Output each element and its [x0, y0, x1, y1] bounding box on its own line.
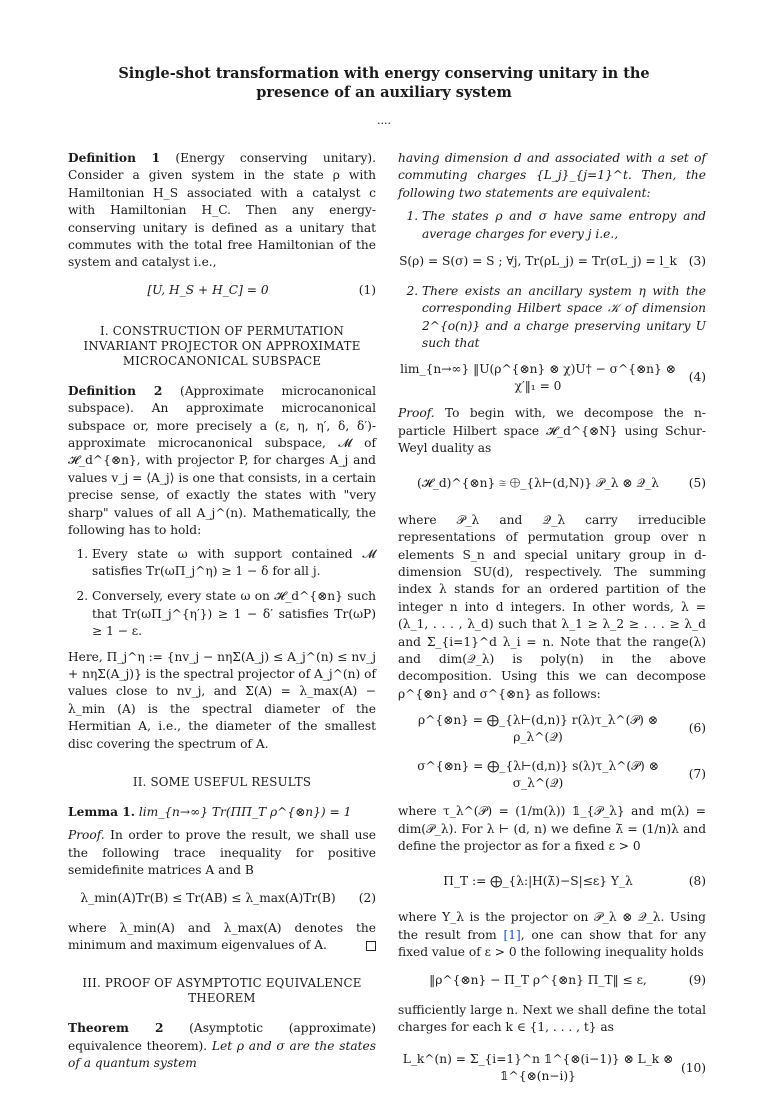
equation-7-expr: σ^{⊗n} = ⨁_{λ⊢(d,n)} s(λ)τ_λ^(𝒫) ⊗ σ_λ^(𝒬) [417, 758, 659, 791]
theorem-2-body: Let ρ and σ are the states of a quantum system [68, 1038, 376, 1071]
equation-8-expr: Π_T := ⨁_{λ:|H(λ̄)−S|≤ε} Y_λ [443, 873, 633, 888]
theorem-2-continued: having dimension d and associated with a set of commuting charges {L_j}_{j=1}^t. Then, the following two statements are equivalent: [398, 151, 706, 200]
paper-authors: .... [377, 114, 391, 127]
equation-4-number: (4) [688, 370, 706, 385]
definition-2-conditions [68, 546, 376, 641]
schur-weyl-text: where 𝒫_λ and 𝒬_λ carry irreducible representations of permutation group over n elements S_n and special unitary group in d-dimension SU(d), respectively. The summing index λ stands for an ordered partition of the integer n into d integers. In other words, λ = (λ_1, . . . , λ_d) such that λ_1 ≥ λ_2 ≥ . . . ≥ λ_d and Σ_{i=1}^d λ_i = n. Note that the range(λ) and dim(𝒬_λ) is poly(n) in the above decomposition. Using this we can decompose ρ^{⊗n} and σ^{⊗n} as follows: [398, 512, 706, 701]
equation-4-expr: lim_{n→∞} ‖U(ρ^{⊗n} ⊗ χ)U† − σ^{⊗n} ⊗ χ′‖₁ = 0 [400, 361, 676, 394]
equation-8 [398, 863, 706, 899]
lemma-proof [68, 827, 376, 879]
theorem-2 [68, 1020, 376, 1072]
theorem-proof [398, 405, 706, 457]
lemma-1-label: Lemma 1. [68, 804, 135, 819]
right-column [398, 150, 706, 1102]
equation-3-number: (3) [688, 254, 706, 269]
equation-2 [68, 888, 376, 910]
equation-10-expr: L_k^(n) = Σ_{i=1}^n 𝟙^{⊗(i−1)} ⊗ L_k ⊗ 𝟙^{⊗(n−i)} [402, 1052, 674, 1084]
eigenvalue-text [68, 920, 376, 955]
lemma-proof-body: In order to prove the result, we shall use the following trace inequality for positive semidefinite matrices A and B [68, 828, 376, 878]
definition-2-label: Definition 2 [68, 383, 163, 398]
paper-title: Single-shot transformation with energy conserving unitary in the presence of an auxiliary system [118, 65, 650, 101]
equation-9 [398, 970, 706, 992]
projector-text [398, 909, 706, 961]
equation-7 [398, 757, 706, 793]
equation-5 [398, 466, 706, 502]
statement-2: 2. There exists an ancillary system η with the corresponding Hilbert space 𝒦 of dimension 2^{o(n)} and a charge preserving unitary U such that [422, 283, 706, 353]
equation-7-number: (7) [688, 767, 706, 782]
theorem-2-name: (Asymptotic (approximate) equivalence theorem). [68, 1021, 376, 1053]
equation-3-expr: S(ρ) = S(σ) = S ; ∀j, Tr(ρL_j) = Tr(σL_j) = l_k [399, 254, 677, 269]
definition-1 [68, 150, 376, 272]
equation-9-number: (9) [688, 972, 706, 987]
equation-10-number: (10) [680, 1060, 706, 1075]
theorem-proof-label: Proof. [398, 406, 435, 421]
projector-text-pre: where Y_λ is the projector on 𝒫_λ ⊗ 𝒬_λ. Using the result from [398, 910, 706, 942]
section-2-heading: II. SOME USEFUL RESULTS [132, 774, 312, 789]
equation-10 [398, 1044, 706, 1092]
theorem-statements-2 [398, 283, 706, 353]
equation-6 [398, 711, 706, 747]
lemma-1-body: lim_{n→∞} Tr(ΠΠ_T ρ^{⊗n}) = 1 [138, 804, 352, 819]
theorem-2-label: Theorem 2 [68, 1021, 164, 1036]
definition-2 [68, 383, 376, 540]
statement-1: 1. The states ρ and σ have same entropy and average charges for every j i.e., [422, 208, 706, 243]
definition-1-name: (Energy conserving unitary). [175, 151, 376, 165]
condition-1: 1. Every state ω with support contained 𝓜 satisfies Tr(ωΠ_j^η) ≥ 1 − δ for all j. [92, 546, 376, 581]
section-3-heading: III. PROOF OF ASYMPTOTIC EQUIVALENCE THEOREM [82, 976, 362, 1006]
section-1-heading: I. CONSTRUCTION OF PERMUTATION INVARIANT PROJECTOR ON APPROXIMATE MICROCANONICAL SUBSPACE [83, 323, 361, 368]
definition-1-body: Consider a given system in the state ρ with Hamiltonian H_S associated with a catalyst c with Hamiltonian H_C. Then any energy-conserving unitary is defined as a unitary that commutes with the total free Hamiltonian of the system and catalyst i.e., [68, 168, 376, 270]
tau-definition-text: where τ_λ^(𝒫) = (1/m(λ)) 𝟙_{𝒫_λ} and m(λ) = dim(𝒫_λ). For λ ⊢ (d, n) we define λ̄ = (1/n)λ and define the projector as for a fixed ε > 0 [398, 804, 706, 853]
left-column [68, 150, 376, 1079]
lemma-1 [68, 804, 376, 821]
eigenvalue-text-body: where λ_min(A) and λ_max(A) denotes the minimum and maximum eigenvalues of A. [68, 920, 376, 952]
theorem-proof-body: To begin with, we decompose the n-particle Hilbert space 𝓗_d^{⊗N} using Schur-Weyl duality as [398, 406, 706, 456]
equation-1-expr: [U, H_S + H_C] = 0 [147, 283, 269, 298]
equation-2-expr: λ_min(A)Tr(B) ≤ Tr(AB) ≤ λ_max(A)Tr(B) [80, 890, 336, 905]
equation-6-number: (6) [688, 721, 706, 736]
equation-5-expr: (𝓗_d)^{⊗n} ≅ ⨁_{λ⊢(d,N)} 𝒫_λ ⊗ 𝒬_λ [417, 475, 659, 490]
equation-4 [398, 361, 706, 396]
equation-1-number: (1) [358, 283, 376, 298]
citation-link[interactable]: [1] [503, 927, 521, 942]
equation-6-expr: ρ^{⊗n} = ⨁_{λ⊢(d,n)} r(λ)τ_λ^(𝒫) ⊗ ρ_λ^(𝒬) [417, 712, 659, 745]
equation-9-expr: ‖ρ^{⊗n} − Π_T ρ^{⊗n} Π_T‖ ≤ ε, [429, 972, 647, 987]
qed-icon [366, 941, 376, 951]
definition-2-body: An approximate microcanonical subspace or, more precisely a (ε, η, η′, δ, δ′)-approximate microcanonical subspace, 𝓜 of 𝓗_d^{⊗n}, with projector P, for charges A_j and values v_j = ⟨A_j⟩ is one that consists, in a certain precise sense, of exactly the states with "very sharp" values of all A_j^(n). Mathematically, the following has to hold: [68, 401, 376, 538]
definition-1-label: Definition 1 [68, 151, 161, 165]
total-charges-text: sufficiently large n. Next we shall define the total charges for each k ∈ {1, . . . , t} as [398, 1002, 706, 1034]
spectral-projector-text: Here, Π_j^η := {nv_j − nηΣ(A_j) ≤ A_j^(n) ≤ nv_j + nηΣ(A_j)} is the spectral projector of A_j^(n) of values close to nv_j, and Σ(A) = λ_max(A) − λ_min (A) is the spectral diameter of the Hermitian A, i.e., the diameter of the smallest disc covering the spectrum of A. [68, 649, 376, 751]
equation-1 [68, 280, 376, 302]
equation-3 [398, 251, 706, 273]
lemma-proof-label: Proof. [68, 828, 105, 843]
condition-2: 2. Conversely, every state ω on 𝓗_d^{⊗n} such that Tr(ωΠ_j^{η′}) ≥ 1 − δ′ satisfies Tr(ωP) ≥ 1 − ε. [92, 588, 376, 640]
equation-8-number: (8) [688, 873, 706, 888]
projector-text-post: , one can show that for any fixed value of ε > 0 the following inequality holds [398, 927, 706, 960]
equation-5-number: (5) [688, 475, 706, 490]
equation-2-number: (2) [358, 890, 376, 905]
theorem-statements [398, 208, 706, 243]
definition-2-name: (Approximate microcanonical subspace). [68, 383, 376, 416]
